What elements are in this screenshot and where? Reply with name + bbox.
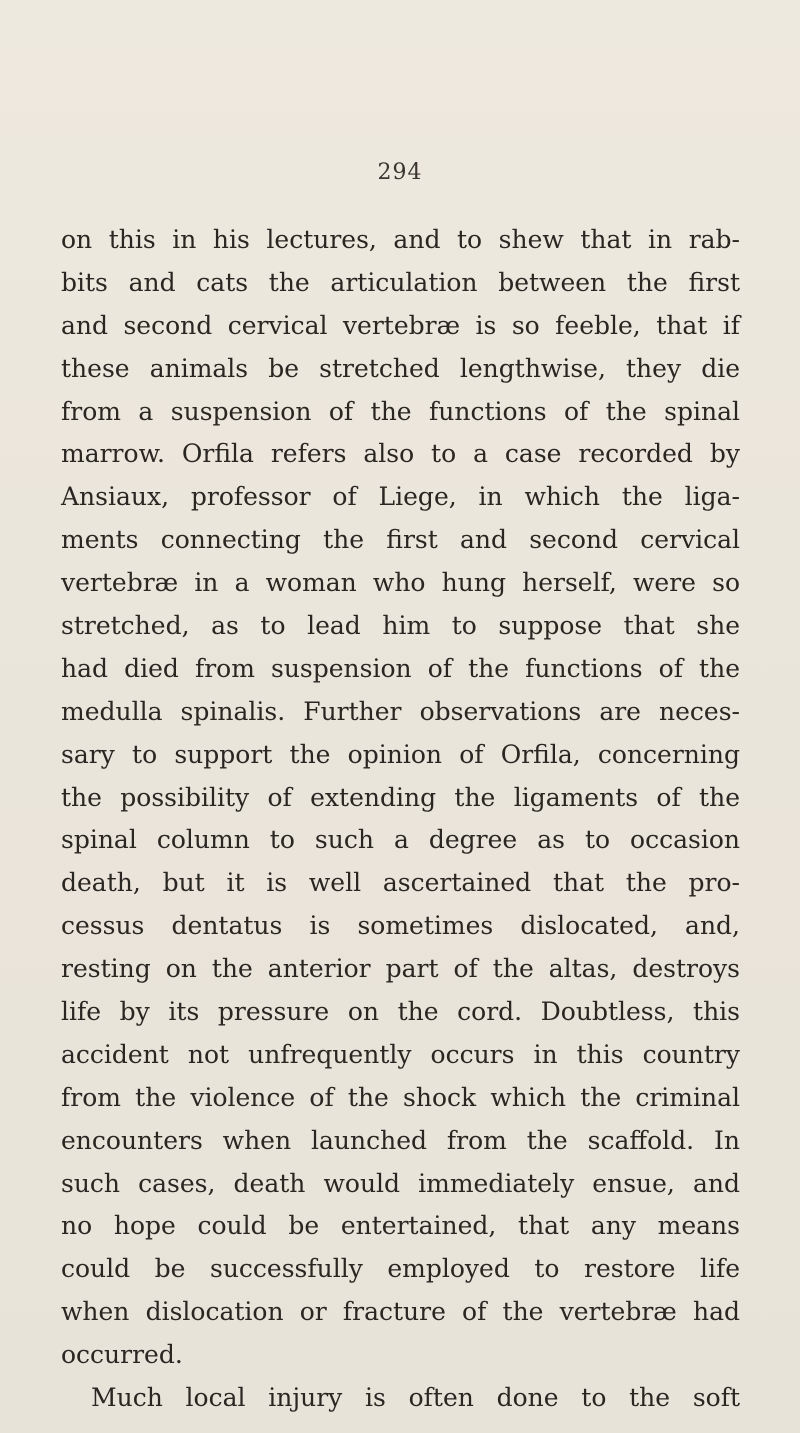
text-line: no hope could be entertained, that any means xyxy=(61,1211,740,1241)
text-line: when dislocation or fracture of the vertebræ had xyxy=(61,1297,740,1327)
text-line: and second cervical vertebræ is so feeble, that if xyxy=(61,310,740,340)
text-line: sary to support the opinion of Orfila, concerning xyxy=(61,739,740,769)
text-line: the possibility of extending the ligaments of the xyxy=(61,782,740,812)
text-line: from a suspension of the functions of the spinal xyxy=(61,396,740,426)
text-line: encounters when launched from the scaffold. In xyxy=(61,1125,740,1155)
text-line: had died from suspension of the functions of the xyxy=(61,653,740,683)
text-line: such cases, death would immediately ensue, and xyxy=(61,1168,740,1198)
text-line: ments connecting the first and second cervical xyxy=(61,525,740,555)
text-line: medulla spinalis. Further observations are neces- xyxy=(61,696,740,726)
paragraph-start-line: Much local injury is often done to the soft xyxy=(91,1383,740,1413)
body-text xyxy=(61,219,740,1420)
text-line: stretched, as to lead him to suppose that she xyxy=(61,611,740,641)
text-line: accident not unfrequently occurs in this country xyxy=(61,1039,740,1069)
text-line: life by its pressure on the cord. Doubtless, this xyxy=(61,997,740,1027)
paragraph-end-line: occurred. xyxy=(61,1340,183,1370)
text-line: bits and cats the articulation between the first xyxy=(61,267,740,297)
text-line: vertebræ in a woman who hung herself, were so xyxy=(61,568,740,598)
text-line: death, but it is well ascertained that the pro- xyxy=(61,868,740,898)
text-line: cessus dentatus is sometimes dislocated, and, xyxy=(61,911,740,941)
text-line: resting on the anterior part of the altas, destroys xyxy=(61,954,740,984)
text-line: spinal column to such a degree as to occasion xyxy=(61,825,740,855)
text-line: marrow. Orfila refers also to a case recorded by xyxy=(61,439,740,469)
text-line: from the violence of the shock which the criminal xyxy=(61,1082,740,1112)
text-line: these animals be stretched lengthwise, they die xyxy=(61,353,740,383)
text-line: Ansiaux, professor of Liege, in which the liga- xyxy=(61,482,740,512)
text-line: could be successfully employed to restore life xyxy=(61,1254,740,1284)
text-line: on this in his lectures, and to shew that in rab- xyxy=(61,225,740,254)
page-number: 294 xyxy=(377,160,423,185)
